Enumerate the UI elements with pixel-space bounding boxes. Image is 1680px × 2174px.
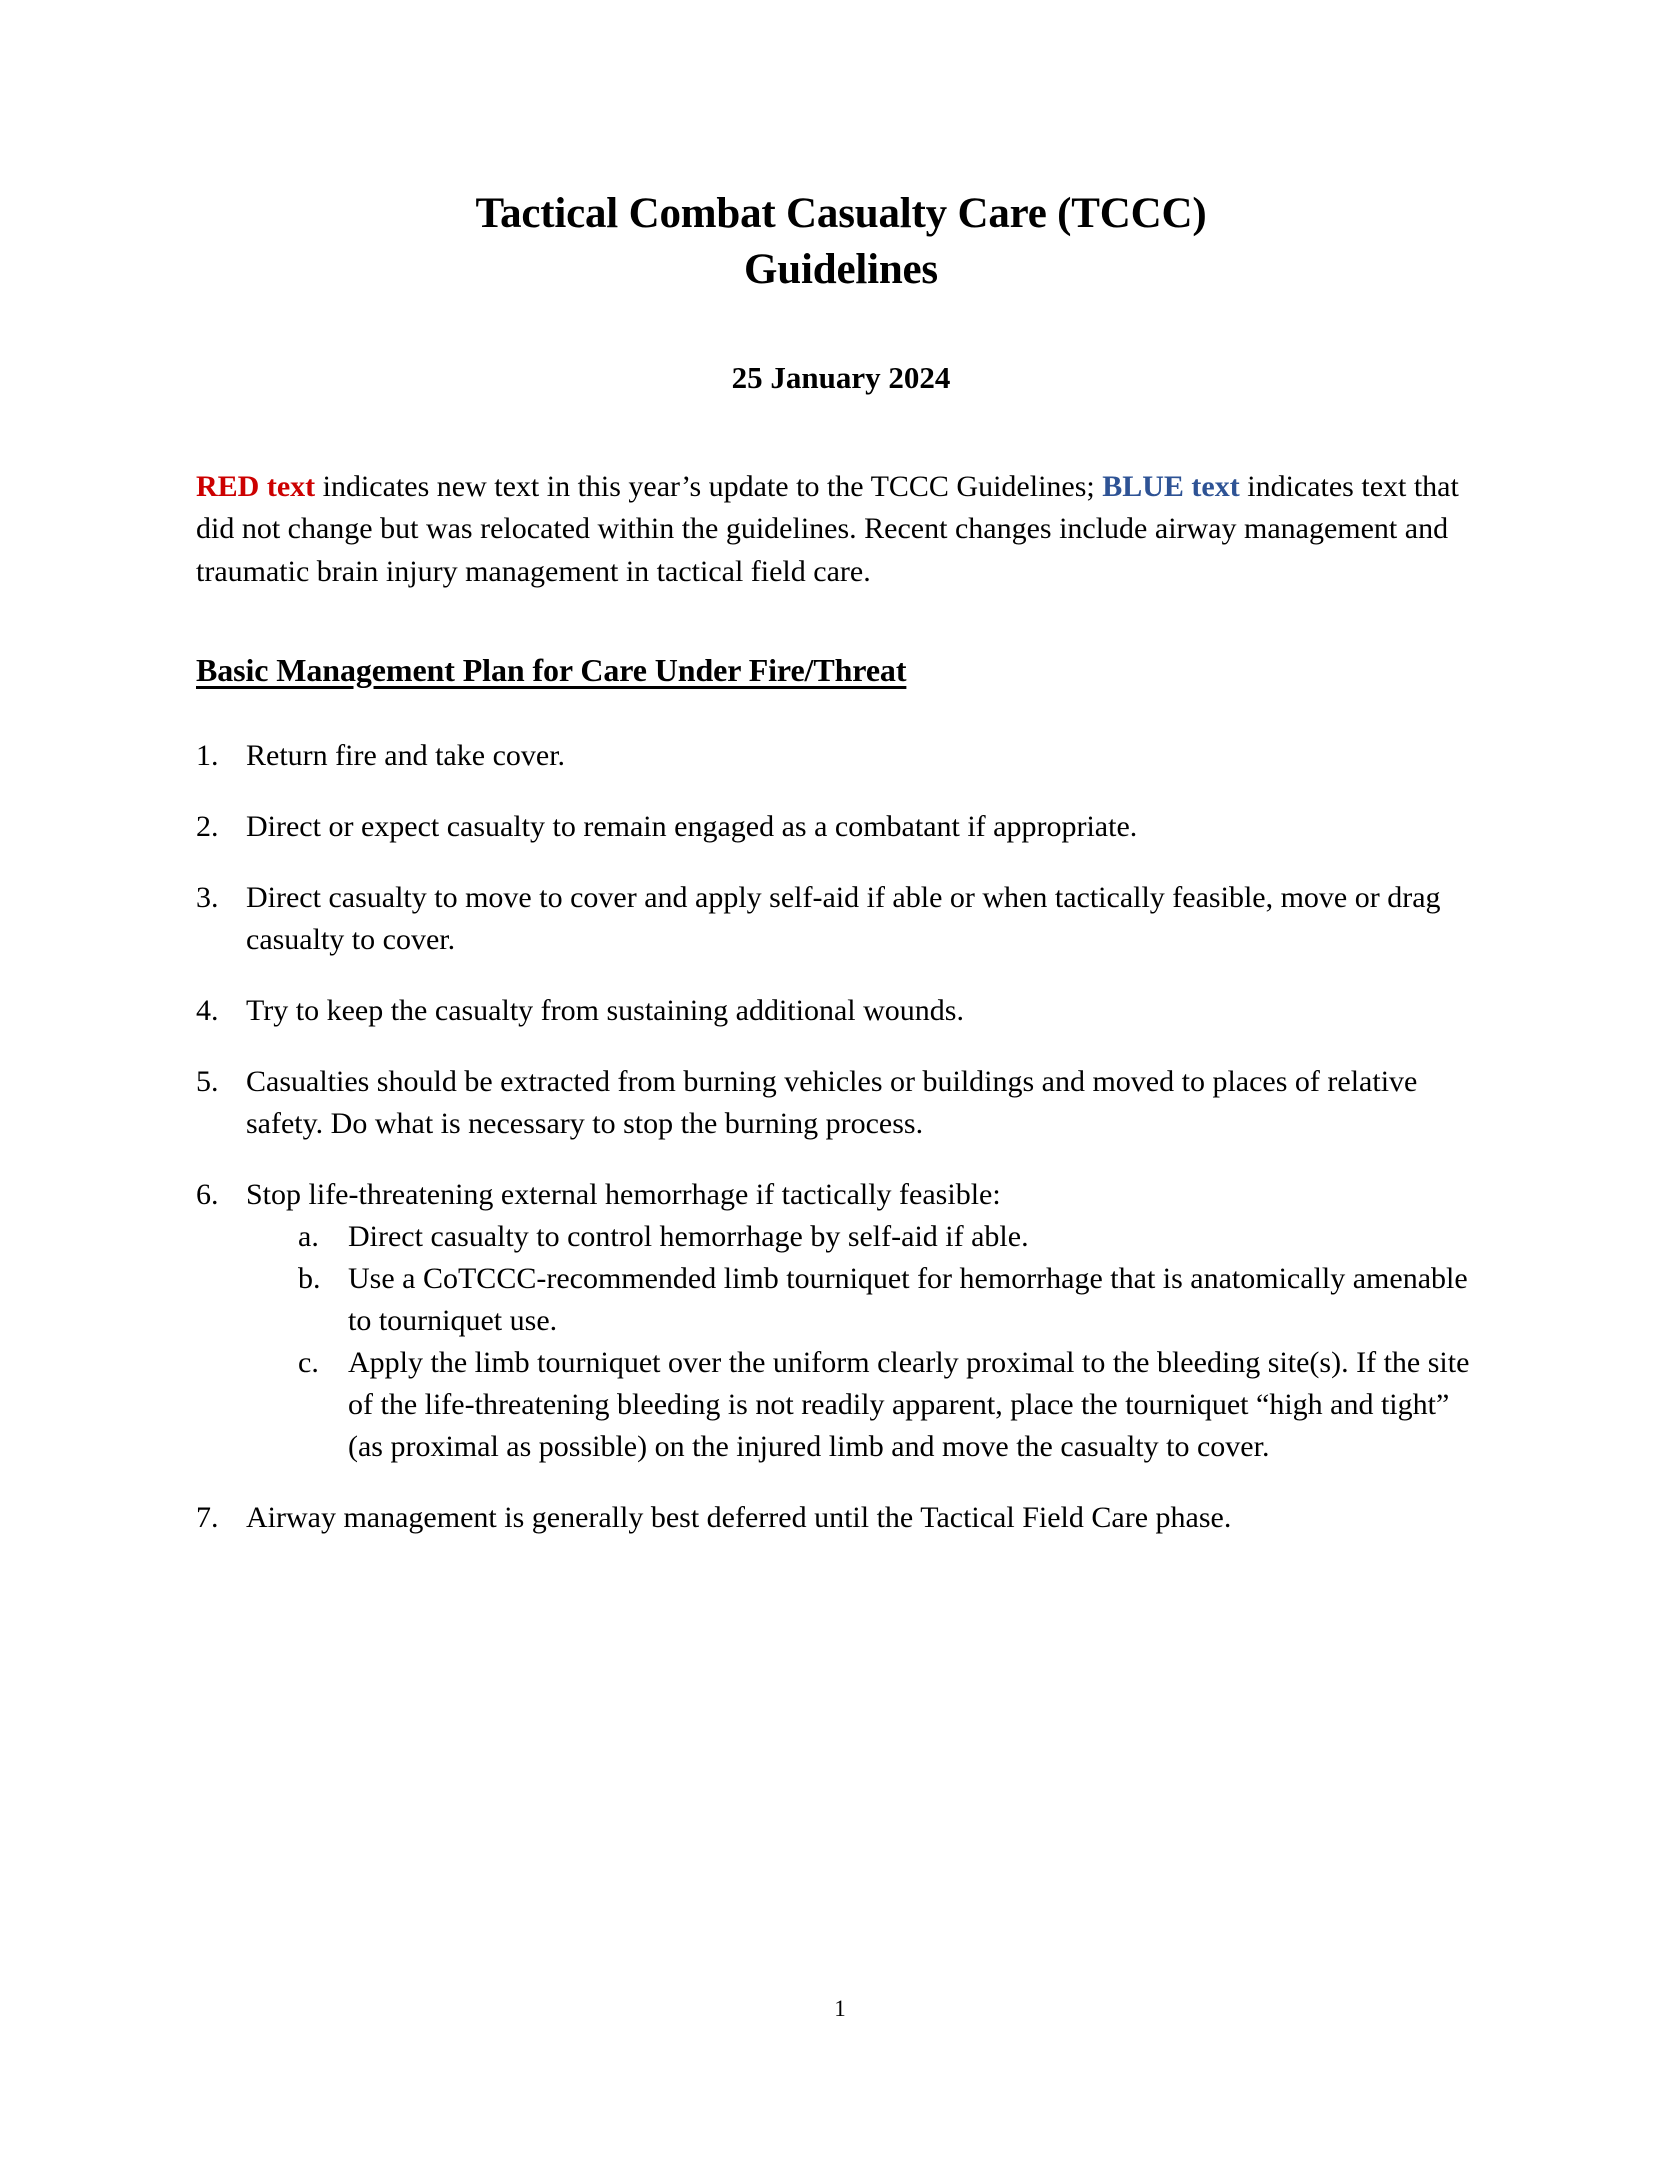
- intro-paragraph: [196, 396, 1486, 594]
- list-item-text: Casualties should be extracted from burning vehicles or buildings and moved to places of relative safety. Do what is necessary to stop the burning process.: [246, 1064, 1418, 1140]
- blue-text-legend: BLUE text: [1102, 469, 1240, 503]
- sub-list-marker: a.: [298, 1219, 319, 1253]
- list-item: [196, 735, 1486, 777]
- list-item-text: Direct casualty to move to cover and apply self-aid if able or when tactically feasible, move or drag casualty to cover.: [246, 880, 1441, 956]
- list-item-text: Airway management is generally best deferred until the Tactical Field Care phase.: [246, 1500, 1232, 1534]
- list-marker: 4.: [196, 993, 219, 1027]
- doc-title-line-2: Guidelines: [744, 245, 938, 293]
- sub-list-item: [298, 1216, 1486, 1258]
- list-item-text: Direct or expect casualty to remain engaged as a combatant if appropriate.: [246, 809, 1138, 843]
- list-marker: 5.: [196, 1064, 219, 1098]
- document-content: [196, 0, 1486, 1539]
- sub-list-marker: c.: [298, 1345, 319, 1379]
- sub-list-item: [298, 1258, 1486, 1342]
- sub-list-marker: b.: [298, 1261, 321, 1295]
- list-marker: 3.: [196, 880, 219, 914]
- list-item-text: Stop life-threatening external hemorrhage if tactically feasible:: [246, 1177, 1001, 1211]
- document-date: 25 January 2024: [731, 359, 951, 395]
- list-item: [196, 1497, 1486, 1539]
- care-under-fire-list: [196, 689, 1486, 1539]
- list-item: [196, 1174, 1486, 1468]
- list-marker: 6.: [196, 1177, 219, 1211]
- sub-list-item-text: Use a CoTCCC-recommended limb tourniquet for hemorrhage that is anatomically amenable to tourniquet use.: [348, 1261, 1468, 1337]
- list-item: [196, 877, 1486, 961]
- sub-list-item: [298, 1342, 1486, 1468]
- sub-list-item-text: Direct casualty to control hemorrhage by self-aid if able.: [348, 1219, 1029, 1253]
- doc-title-line-1: Tactical Combat Casualty Care (TCCC): [475, 190, 1207, 237]
- list-item-text: Try to keep the casualty from sustaining additional wounds.: [246, 993, 964, 1027]
- list-marker: 7.: [196, 1500, 219, 1534]
- list-item-text: Return fire and take cover.: [246, 738, 566, 772]
- hemorrhage-sub-list: [246, 1216, 1486, 1468]
- page-number: 1: [834, 1996, 846, 2021]
- intro-segment-1: indicates new text in this year’s update to the TCCC Guidelines;: [315, 469, 1103, 503]
- list-marker: 2.: [196, 809, 219, 843]
- page-title: [196, 0, 1486, 298]
- intro-segment-2: indicates text that did not change but was relocated within the guidelines. Recent changes include airway management and traumatic brain injury management in tactical field care.: [196, 469, 1459, 588]
- list-item: [196, 806, 1486, 848]
- list-marker: 1.: [196, 738, 219, 772]
- list-item: [196, 1061, 1486, 1145]
- sub-list-item-text: Apply the limb tourniquet over the uniform clearly proximal to the bleeding site(s). If the site of the life-threatening bleeding is not readily apparent, place the tourniquet “high and tight” (as proximal as possible) on the injured limb and move the casualty to cover.: [348, 1345, 1470, 1463]
- section-heading-care-under-fire: Basic Management Plan for Care Under Fire/Threat: [196, 651, 907, 688]
- red-text-legend: RED text: [196, 469, 316, 503]
- list-item: [196, 990, 1486, 1032]
